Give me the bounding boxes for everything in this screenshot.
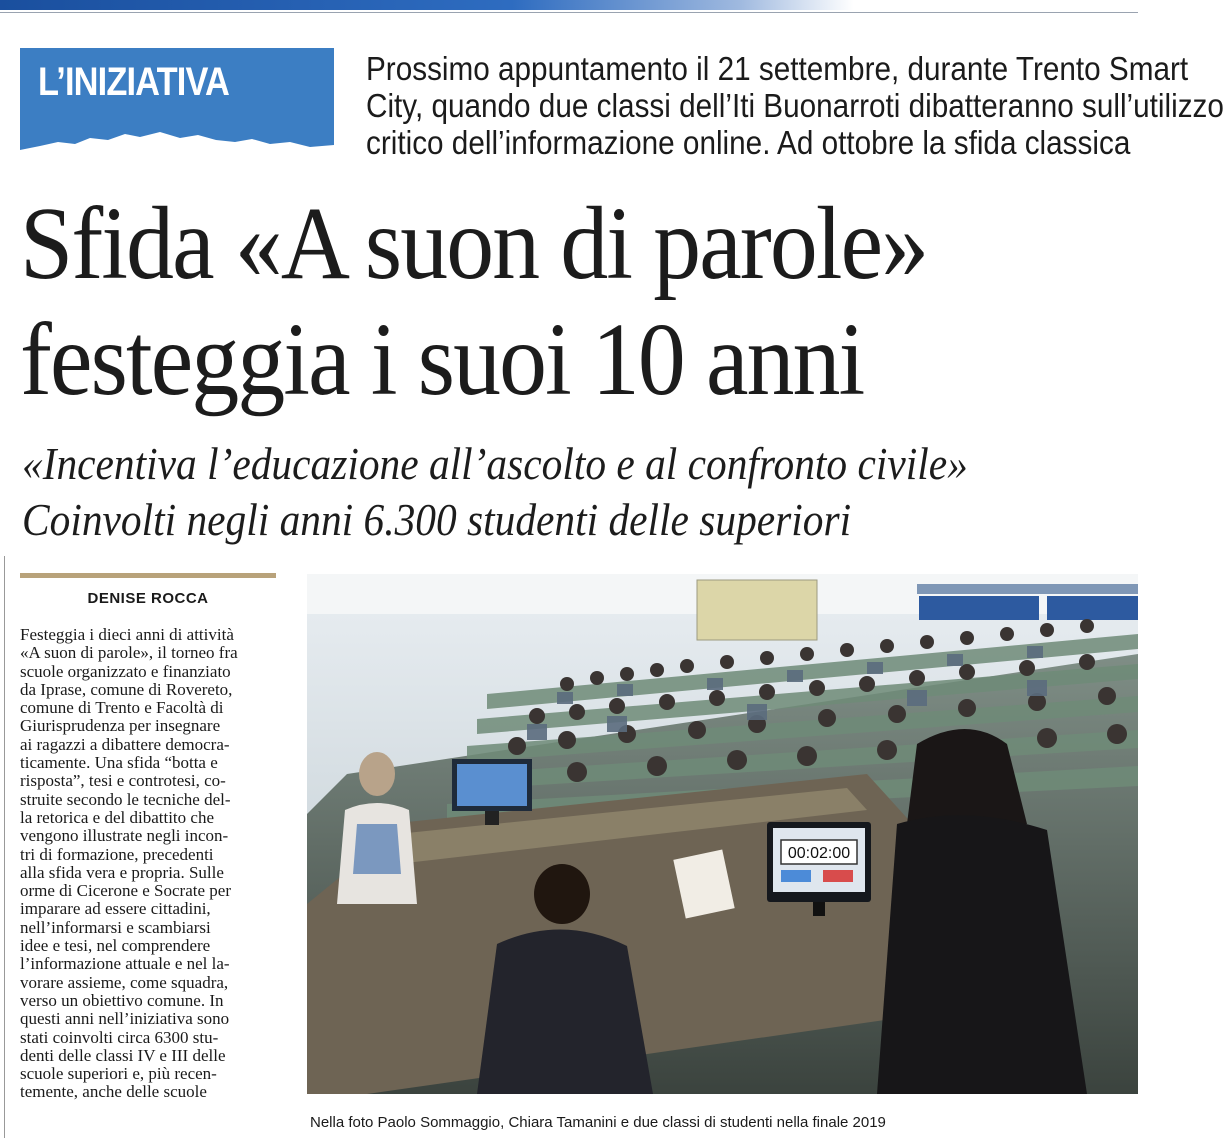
body-line: Festeggia i dieci anni di attività (20, 625, 234, 644)
lecture-hall-photo (307, 574, 1138, 1094)
body-line: questi anni nell’iniziativa sono (20, 1009, 230, 1029)
body-line: verso un obiettivo comune. In (20, 990, 224, 1010)
kicker-line: Prossimo appuntamento il 21 settembre, durante Trento Smart (366, 50, 1189, 87)
headline (20, 186, 1060, 418)
column-rule (4, 556, 5, 1138)
mountain-silhouette-icon (20, 120, 334, 160)
body-line: scuole superiori e, più recen- (20, 1064, 217, 1084)
body-line: stati coinvolti circa 6300 stu- (20, 1027, 219, 1047)
body-line: «A suon di parole», il torneo fra (20, 643, 238, 663)
article-body (20, 626, 282, 1102)
timer-display: 00:02:00 (787, 845, 851, 862)
body-line: ai ragazzi a dibattere democra- (20, 734, 230, 754)
body-line: alla sfida vera e propria. Sulle (20, 862, 224, 882)
section-badge (20, 48, 334, 160)
body-line: scuole organizzato e finanziato (20, 661, 231, 681)
photo-caption: Nella foto Paolo Sommaggio, Chiara Tamanini e due classi di studenti nella finale 2019 (310, 1114, 886, 1131)
kicker-line: critico dell’informazione online. Ad ottobre la sfida classica (366, 124, 1131, 161)
body-line: la retorica e del dibattito che (20, 807, 214, 827)
subheadline-line: «Incentiva l’educazione all’ascolto e al confronto civile» (22, 438, 968, 489)
body-line: denti delle classi IV e III delle (20, 1045, 226, 1065)
body-line: temente, anche delle scuole (20, 1082, 207, 1102)
article-photo (307, 574, 1138, 1094)
section-badge-label: L’INIZIATIVA (38, 60, 229, 104)
body-line: idee e tesi, nel comprendere (20, 936, 211, 956)
byline: DENISE ROCCA (87, 590, 209, 607)
body-line: l’informazione attuale e nel la- (20, 954, 230, 974)
headline-line: festeggia i suoi 10 anni (20, 302, 864, 417)
body-line: risposta”, tesi e controtesi, co- (20, 771, 226, 791)
byline-rule (20, 573, 276, 578)
kicker (366, 50, 1224, 161)
subheadline (22, 436, 1039, 548)
body-line: vorare assieme, come squadra, (20, 972, 229, 992)
headline-line: Sfida «A suon di parole» (20, 186, 928, 301)
body-line: comune di Trento e Facoltà di (20, 698, 224, 718)
body-line: struite secondo le tecniche del- (20, 789, 231, 809)
body-line: tri di formazione, precedenti (20, 844, 214, 864)
body-line: da Iprase, comune di Rovereto, (20, 679, 233, 699)
kicker-line: City, quando due classi dell’Iti Buonarroti dibatteranno sull’utilizzo (366, 87, 1224, 124)
top-color-bar (0, 0, 1138, 10)
body-line: Giurisprudenza per insegnare (20, 716, 221, 736)
body-line: nell’informarsi e scambiarsi (20, 917, 211, 937)
subheadline-line: Coinvolti negli anni 6.300 studenti delle superiori (22, 494, 852, 545)
body-line: ticamente. Una sfida “botta e (20, 753, 218, 773)
body-line: imparare ad essere cittadini, (20, 899, 211, 919)
top-divider (0, 12, 1138, 13)
body-line: orme di Cicerone e Socrate per (20, 881, 231, 901)
body-line: vengono illustrate negli incon- (20, 826, 229, 846)
